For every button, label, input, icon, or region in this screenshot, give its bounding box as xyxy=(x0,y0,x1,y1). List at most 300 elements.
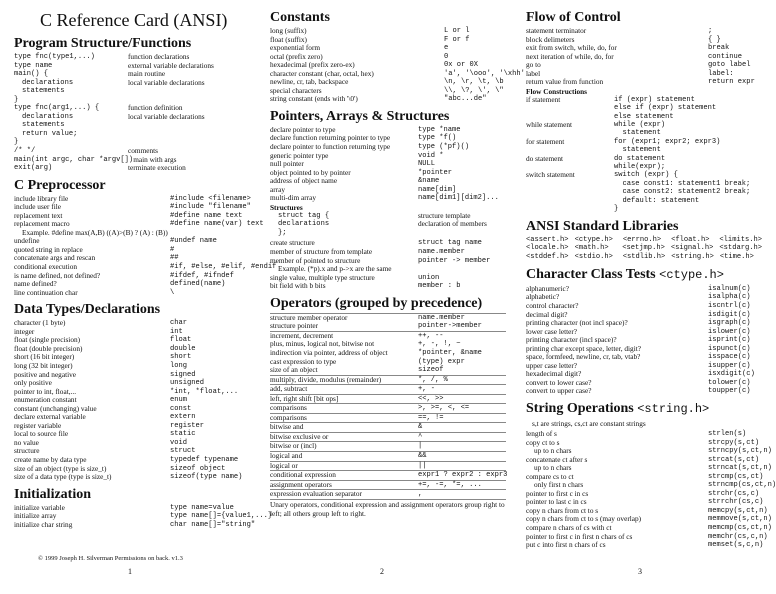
library-header: <setjmp.h> xyxy=(622,244,665,253)
list-row xyxy=(14,430,258,439)
row-description: initialize array xyxy=(14,511,57,521)
row-description: printing character (not incl space)? xyxy=(526,318,628,328)
operator-row xyxy=(270,471,506,480)
list-row xyxy=(14,319,258,328)
row-description: structure xyxy=(14,446,40,456)
string-note: s,t are strings, cs,ct are constant strings xyxy=(532,419,646,429)
construction-label: while statement xyxy=(526,120,572,130)
row-value: #include <filename> xyxy=(170,194,251,203)
row-description: character constant (char, octal, hex) xyxy=(270,68,374,78)
preprocessor-list xyxy=(14,193,277,298)
row-value: #if, #else, #elif, #endif xyxy=(170,263,277,272)
row-value: char xyxy=(170,319,188,328)
list-row xyxy=(14,521,258,530)
flow-constructions-label: Flow Constructions xyxy=(526,86,588,96)
row-value: name.member xyxy=(418,248,465,257)
row-value: isalpha(c) xyxy=(708,293,751,302)
operator-row xyxy=(270,481,506,490)
operator-description: logical or xyxy=(270,460,298,470)
row-description: /* */ xyxy=(14,147,36,156)
operator-symbol: *pointer, &name xyxy=(418,348,482,357)
list-row xyxy=(270,177,506,186)
row-value: short xyxy=(170,353,192,362)
row-value: strcat(s,ct) xyxy=(708,455,760,464)
library-header: <signal.h> xyxy=(670,244,714,253)
row-description: size of a data type (type is size_t) xyxy=(14,472,112,482)
row-value xyxy=(128,121,258,130)
operators-table xyxy=(270,313,506,500)
section-heading-program: Program Structure/Functions xyxy=(14,36,192,51)
row-value xyxy=(170,229,258,238)
row-value: \ xyxy=(170,288,175,297)
ctype-header-name: <ctype.h> xyxy=(659,267,724,282)
operator-symbol: & xyxy=(418,423,423,432)
row-description: constant (unchanging) value xyxy=(14,403,97,413)
row-description: positive and negative xyxy=(14,369,77,379)
row-value: e xyxy=(444,44,449,53)
row-description: local to source file xyxy=(14,429,69,439)
construction-label: if statement xyxy=(526,94,561,104)
row-value: L or l xyxy=(444,27,470,35)
row-value: local variable declarations xyxy=(128,77,205,87)
row-description: address of object name xyxy=(270,176,338,186)
row-description: member of structure from template xyxy=(270,247,373,257)
operator-symbol: name.member xyxy=(418,313,465,322)
page-number: 3 xyxy=(638,567,642,576)
operator-group xyxy=(270,490,506,500)
row-value: 'a', '\ooo', '\xhh' xyxy=(444,69,525,78)
construction-block xyxy=(526,155,762,172)
row-value: goto label xyxy=(708,61,751,70)
row-value xyxy=(418,265,506,274)
code-line: switch (expr) { xyxy=(614,171,678,180)
row-description: statements xyxy=(22,87,65,96)
library-header: <errno.h> xyxy=(622,235,662,244)
operator-description: bitwise exclusive or xyxy=(270,431,329,441)
ctype-list xyxy=(526,285,762,396)
row-value: break xyxy=(708,44,730,53)
row-value: name[dim1][dim2]... xyxy=(418,194,499,203)
row-description: character (1 byte) xyxy=(14,318,66,328)
row-description: control character? xyxy=(526,301,579,310)
row-description: compare n chars of cs with ct xyxy=(526,523,612,533)
list-row xyxy=(526,78,762,87)
row-value: extern xyxy=(170,413,196,422)
row-description: enumeration constant xyxy=(14,395,77,405)
construction-block xyxy=(526,96,762,121)
operator-description: bitwise or (incl) xyxy=(270,441,317,451)
section-heading-ctype xyxy=(526,267,762,283)
pointers-list xyxy=(270,126,506,203)
list-row xyxy=(526,285,762,294)
row-description: alphanumeric? xyxy=(526,283,569,293)
row-value: &name xyxy=(418,177,440,186)
row-value: 0x or 0X xyxy=(444,61,479,70)
row-description: replacement macro xyxy=(14,219,70,229)
list-row xyxy=(14,113,258,122)
row-value: long xyxy=(170,361,188,370)
row-value: isxdigit(c) xyxy=(708,370,755,379)
operator-row xyxy=(270,366,506,375)
row-value: struct tag name xyxy=(418,239,482,248)
list-row xyxy=(270,152,506,161)
page-number: 1 xyxy=(128,567,132,576)
construction-code xyxy=(614,138,720,155)
code-line: if (expr) statement xyxy=(614,95,695,104)
operator-row xyxy=(270,442,506,451)
row-value: isupper(c) xyxy=(708,361,751,370)
row-description: initialize char string xyxy=(14,519,73,529)
row-description: multi-dim array xyxy=(270,193,316,203)
row-description: line continuation char xyxy=(14,287,78,297)
row-description: object pointed to by pointer xyxy=(270,167,351,177)
section-heading-string xyxy=(526,401,762,417)
construction-label: for statement xyxy=(526,136,565,146)
row-value: signed xyxy=(170,370,196,379)
row-description: printing character (incl space)? xyxy=(526,335,617,345)
row-value: declaration of members xyxy=(418,219,487,229)
operator-symbol: | xyxy=(418,442,423,451)
operator-symbol: (type) expr xyxy=(418,357,465,366)
row-value: unsigned xyxy=(170,379,205,388)
row-value xyxy=(418,229,506,238)
row-description: label xyxy=(526,68,541,78)
library-header: <stdlib.h> xyxy=(622,253,666,262)
row-value: double xyxy=(170,344,196,353)
code-line: for (expr1; expr2; expr3) xyxy=(614,137,721,146)
row-value: ## xyxy=(170,254,179,263)
row-description: type name xyxy=(14,61,53,70)
row-description: copy n chars from ct to s xyxy=(526,505,599,515)
row-value: NULL xyxy=(418,160,436,169)
list-row xyxy=(270,194,506,203)
row-description: pointer to first c in first n chars of cs xyxy=(526,531,633,541)
code-line: case const1: statement1 break; xyxy=(614,179,751,188)
row-value: ispunct(c) xyxy=(708,344,751,353)
structures-list xyxy=(270,239,506,290)
row-description: float (double precision) xyxy=(14,343,83,353)
row-value: memset(s,c,n) xyxy=(708,541,764,550)
row-description: member of pointed to structure xyxy=(270,255,361,265)
row-value: strcpy(s,ct) xyxy=(708,438,760,447)
row-value: sizeof(type name) xyxy=(170,473,243,482)
row-description: is name defined, not defined? xyxy=(14,270,101,280)
library-header: <math.h> xyxy=(574,244,609,253)
row-value: type *f() xyxy=(418,134,457,143)
operator-description: bitwise and xyxy=(270,422,304,432)
column-1 xyxy=(14,0,277,594)
flow-constructions-list xyxy=(526,96,762,214)
row-value: memcmp(cs,ct,n) xyxy=(708,524,772,533)
operator-description: plus, minus, logical not, bitwise not xyxy=(270,339,375,349)
operator-description: left, right shift [bit ops] xyxy=(270,393,339,403)
construction-block xyxy=(526,121,762,138)
library-row xyxy=(526,236,762,245)
row-description: no value xyxy=(14,437,39,447)
row-description: } xyxy=(14,95,19,104)
structures-label: Structures xyxy=(270,202,303,212)
operator-symbol: ==, != xyxy=(418,413,444,422)
construction-block xyxy=(526,138,762,155)
list-row xyxy=(526,430,762,439)
row-value: memcpy(s,ct,n) xyxy=(708,506,768,515)
operator-row xyxy=(270,452,506,461)
row-description: convert to upper case? xyxy=(526,386,592,396)
list-row xyxy=(14,121,258,130)
row-description: generic pointer type xyxy=(270,150,329,160)
row-description: lower case letter? xyxy=(526,326,578,336)
list-row xyxy=(14,87,258,96)
row-description: up to n chars xyxy=(534,446,572,456)
row-description: space, formfeed, newline, cr, tab, vtab? xyxy=(526,352,641,362)
row-value: label: xyxy=(708,69,734,78)
row-value: name[dim] xyxy=(418,185,457,194)
row-description: hexadecimal (prefix zero-ex) xyxy=(270,60,355,70)
row-description: size of an object (type is size_t) xyxy=(14,463,107,473)
row-value: type *name xyxy=(418,125,461,134)
row-description: include user file xyxy=(14,202,62,212)
row-value: islower(c) xyxy=(708,327,751,336)
row-value: static xyxy=(170,430,196,439)
construction-block xyxy=(526,171,762,213)
row-value: tolower(c) xyxy=(708,378,751,387)
section-heading-flow: Flow of Control xyxy=(526,10,621,25)
row-description: undefine xyxy=(14,236,40,246)
list-row xyxy=(270,282,506,291)
row-value: type name=value xyxy=(170,503,234,512)
list-row xyxy=(14,289,258,298)
code-line: statement xyxy=(614,129,661,138)
initialization-list xyxy=(14,502,273,530)
operator-row xyxy=(270,385,506,394)
operator-symbol: && xyxy=(418,451,427,460)
operator-description: increment, decrement xyxy=(270,330,334,340)
operator-description: cast expression to type xyxy=(270,356,337,366)
operator-description: assignment operators xyxy=(270,479,332,489)
operator-description: comparisons xyxy=(270,403,307,413)
row-description: long (suffix) xyxy=(270,26,307,35)
row-value: main with args xyxy=(133,154,177,164)
operators-note: Unary operators, conditional expression and assignment operators group right to left; all others group left to right. xyxy=(270,499,505,518)
row-value: strcmp(cs,ct) xyxy=(708,472,764,481)
column-2 xyxy=(270,0,525,594)
list-row xyxy=(270,220,506,229)
row-description: type fnc(arg1,...) { xyxy=(14,104,100,113)
libraries-grid xyxy=(526,236,762,262)
operator-symbol: ^ xyxy=(418,432,423,441)
operator-symbol: sizeof xyxy=(418,366,444,375)
list-row xyxy=(526,61,762,70)
row-description: declarations xyxy=(22,78,74,87)
row-description: printing char except space, letter, digit? xyxy=(526,343,641,353)
section-heading-operators: Operators (grouped by precedence) xyxy=(270,295,483,311)
construction-code xyxy=(614,155,665,172)
construction-code xyxy=(614,171,750,213)
row-value: strchr(cs,c) xyxy=(708,489,760,498)
library-header: <stdio.h> xyxy=(574,253,613,262)
library-header: <float.h> xyxy=(671,235,710,244)
library-header: <ctype.h> xyxy=(574,235,613,244)
row-description: octal (prefix zero) xyxy=(270,51,323,61)
row-value: main routine xyxy=(128,69,166,79)
row-description: length of s xyxy=(526,429,557,439)
library-header: <stddef.h> xyxy=(526,253,569,262)
structures-template-list xyxy=(270,212,506,238)
row-value: #define name(var) text xyxy=(170,220,264,229)
list-row xyxy=(14,473,258,482)
operator-row xyxy=(270,423,506,432)
row-description: alphabetic? xyxy=(526,292,560,302)
row-description: special characters xyxy=(270,85,322,95)
operator-description: structure member operator xyxy=(270,312,348,322)
row-value: terminate execution xyxy=(128,163,186,173)
row-value: const xyxy=(170,404,192,413)
operator-description: add, subtract xyxy=(270,384,308,394)
row-value: 0 xyxy=(444,52,449,61)
row-description: array xyxy=(270,184,285,194)
list-row xyxy=(526,53,762,62)
row-value: void xyxy=(170,438,188,447)
row-value: return expr xyxy=(708,78,755,87)
library-row xyxy=(526,244,762,253)
list-row xyxy=(14,130,258,139)
row-description: convert to lower case? xyxy=(526,377,592,387)
row-value: float xyxy=(170,336,192,345)
row-description: conditional execution xyxy=(14,262,78,272)
row-value: strncmp(cs,ct,n) xyxy=(708,481,776,490)
row-description: upper case letter? xyxy=(526,360,578,370)
row-description: exit(arg) xyxy=(14,164,53,173)
row-value: iscntrl(c) xyxy=(708,302,751,310)
row-description: go to xyxy=(526,60,541,70)
operator-symbol: *, /, % xyxy=(418,375,448,384)
list-row xyxy=(270,95,506,104)
operator-description: multiply, divide, modulus (remainder) xyxy=(270,374,382,384)
library-header: <limits.h> xyxy=(719,235,762,244)
operator-row xyxy=(270,433,506,442)
row-description: only first n chars xyxy=(534,480,584,490)
row-value: local variable declarations xyxy=(128,111,205,121)
row-value: continue xyxy=(708,52,743,61)
library-header: <locale.h> xyxy=(526,244,569,253)
row-value: function declarations xyxy=(128,52,190,61)
operator-description: indirection via pointer, address of object xyxy=(270,347,388,357)
row-description: statement terminator xyxy=(526,26,587,35)
code-line: } xyxy=(614,205,619,214)
operator-row xyxy=(270,376,506,385)
library-row xyxy=(526,253,762,262)
row-value: { } xyxy=(708,35,721,44)
operator-description: expression evaluation separator xyxy=(270,489,362,499)
operator-group xyxy=(270,452,506,462)
code-line: do statement xyxy=(614,154,666,163)
row-description: pointer to last c in cs xyxy=(526,497,587,507)
row-description: only positive xyxy=(14,378,52,388)
copyright-footer: © 1999 Joseph H. Silverman Permissions on back. v1.3 xyxy=(38,555,183,562)
row-description: null pointer xyxy=(270,159,304,169)
section-heading-pointers: Pointers, Arrays & Structures xyxy=(270,108,450,124)
operator-symbol: +, -, !, ~ xyxy=(418,340,461,349)
operator-description: comparisons xyxy=(270,412,307,422)
row-description: concatenate args and rescan xyxy=(14,253,96,263)
row-value: void * xyxy=(418,151,444,160)
construction-label: do statement xyxy=(526,153,564,163)
code-line: while (expr) xyxy=(614,121,666,130)
list-row xyxy=(14,164,258,173)
row-description: main() { xyxy=(14,70,49,79)
row-value: #ifdef, #ifndef xyxy=(170,271,234,280)
code-line: default: statement xyxy=(614,196,700,205)
row-value: comments xyxy=(128,146,158,156)
row-description: initialize variable xyxy=(14,502,65,512)
section-heading-initialization: Initialization xyxy=(14,486,92,502)
row-value: isdigit(c) xyxy=(708,310,751,319)
flow-control-list xyxy=(526,27,762,87)
row-description: long (32 bit integer) xyxy=(14,360,73,370)
row-description: next iteration of while, do, for xyxy=(526,51,614,61)
row-description: declarations xyxy=(278,220,330,229)
page-number: 2 xyxy=(380,567,384,576)
construction-code xyxy=(614,96,716,121)
operator-row xyxy=(270,490,506,499)
row-description: copy n chars from ct to s (may overlap) xyxy=(526,514,642,524)
row-value: structure template xyxy=(418,210,471,220)
row-description: short (16 bit integer) xyxy=(14,352,75,362)
row-value: char name[]="string" xyxy=(170,520,256,529)
row-value: member : b xyxy=(418,282,461,291)
row-description: pointer to first c in cs xyxy=(526,488,589,498)
operator-group xyxy=(270,313,506,332)
code-line: else statement xyxy=(614,112,674,121)
row-value: int xyxy=(170,327,183,336)
row-description: main(int argc, char *argv[]) xyxy=(14,155,134,164)
operator-symbol: >, >=, <, <= xyxy=(418,404,470,413)
row-value xyxy=(128,87,258,96)
construction-code xyxy=(614,121,665,138)
row-description: single value, multiple type structure xyxy=(270,272,375,282)
string-header-name: <string.h> xyxy=(637,402,710,417)
row-description: create structure xyxy=(270,238,315,248)
row-description: Example. #define max(A,B) ((A)>(B) ? (A) : (B)) xyxy=(22,227,168,237)
row-value: type name[]={value1,...} xyxy=(170,512,273,521)
row-value: #undef name xyxy=(170,237,217,246)
operator-row xyxy=(270,322,506,331)
library-header: <stdarg.h> xyxy=(719,244,762,253)
row-value: strncpy(s,ct,n) xyxy=(708,447,772,456)
operator-symbol: pointer->member xyxy=(418,322,482,331)
row-value: strncat(s,ct,n) xyxy=(708,464,772,473)
list-row xyxy=(14,439,258,448)
row-value: memchr(cs,c,n) xyxy=(708,532,768,541)
row-value: \n, \r, \t, \b xyxy=(444,78,504,87)
operator-row xyxy=(270,414,506,423)
section-heading-data-types: Data Types/Declarations xyxy=(14,302,161,318)
row-value: register xyxy=(170,421,205,430)
row-description: float (suffix) xyxy=(270,34,307,44)
row-value: strrchr(cs,c) xyxy=(708,498,764,507)
row-description: type fnc(type1,...) xyxy=(14,53,95,61)
list-row xyxy=(526,541,762,550)
program-structure-list xyxy=(14,53,258,173)
operator-description: conditional expression xyxy=(270,470,336,480)
operator-symbol: ++, -- xyxy=(418,331,444,340)
row-value: typedef typename xyxy=(170,455,239,464)
row-description: declarations xyxy=(22,112,74,121)
row-description: replacement text xyxy=(14,210,63,220)
row-description: exponential form xyxy=(270,43,321,53)
row-description: register variable xyxy=(14,420,62,430)
operator-group xyxy=(270,414,506,424)
